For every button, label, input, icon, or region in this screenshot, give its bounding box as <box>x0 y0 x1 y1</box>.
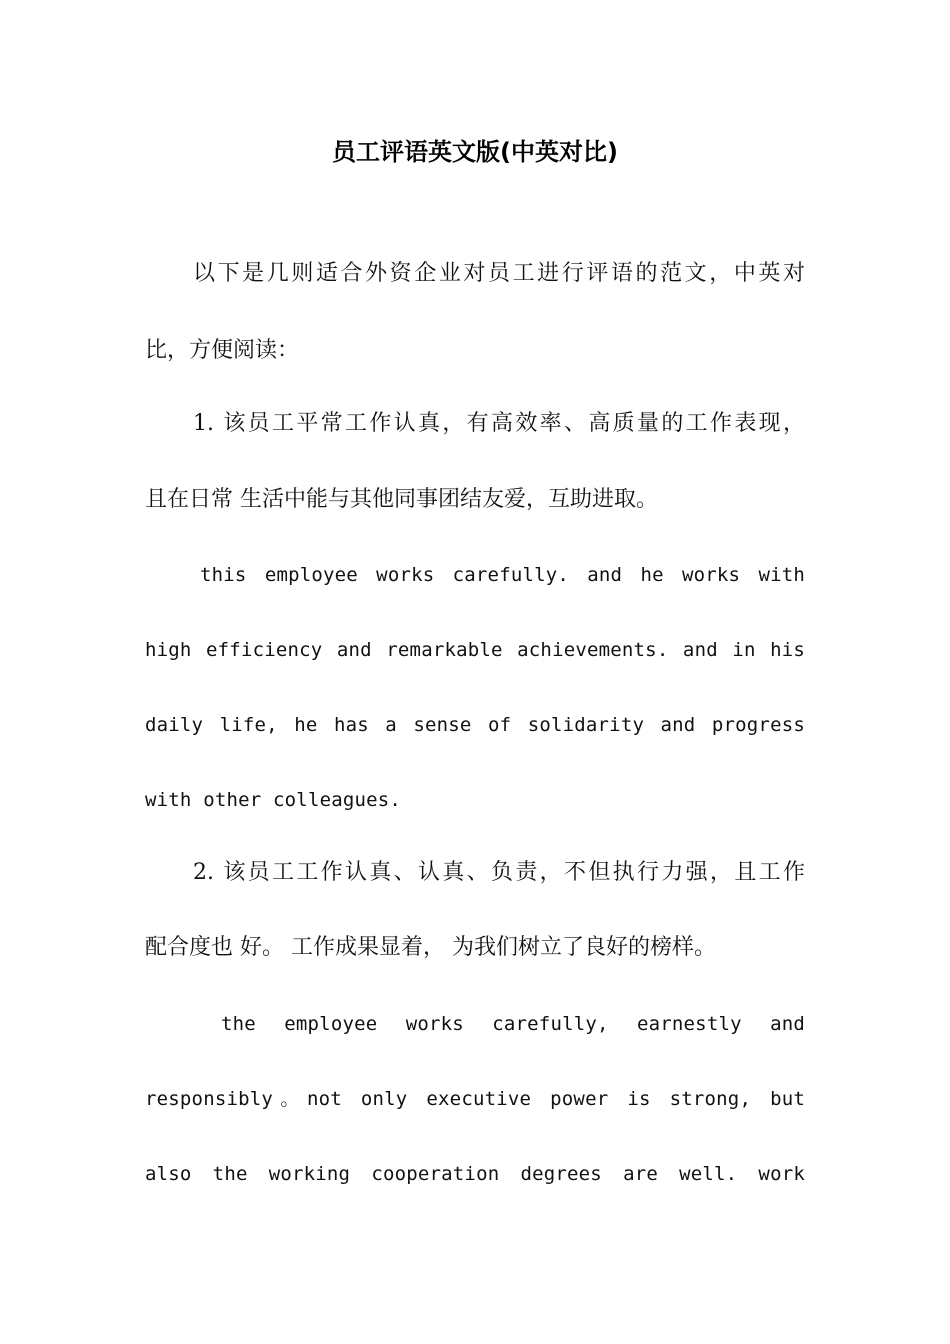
item-1-en-line-1: this employee works carefully. and he works with <box>200 564 805 586</box>
item-2-cn-line-2: 配合度也 好。 工作成果显着， 为我们树立了良好的榜样。 <box>145 935 716 960</box>
item-1-cn-line-2: 且在日常 生活中能与其他同事团结友爱，互助进取。 <box>145 487 658 512</box>
item-2-en-line-3: also the working cooperation degrees are well. work <box>145 1163 805 1185</box>
item-2-en-line-1: the employee works carefully, earnestly and <box>221 1013 805 1035</box>
intro-line-1: 以下是几则适合外资企业对员工进行评语的范文，中英对 <box>193 261 805 286</box>
item-2-cn-line-1: 2. 该员工工作认真、认真、负责，不但执行力强，且工作 <box>193 860 805 885</box>
item-1-en-line-3: daily life, he has a sense of solidarity and progress <box>145 714 805 736</box>
item-1-en-line-4: with other colleagues. <box>145 789 402 811</box>
document-title: 员工评语英文版(中英对比) <box>332 138 618 166</box>
item-2-en-line-2: responsibly。not only executive power is strong, but <box>145 1088 805 1110</box>
item-1-en-line-2: high efficiency and remarkable achievements. and in his <box>145 639 805 661</box>
item-1-cn-line-1: 1. 该员工平常工作认真，有高效率、高质量的工作表现， <box>193 411 805 436</box>
intro-line-2: 比，方便阅读： <box>145 338 300 363</box>
